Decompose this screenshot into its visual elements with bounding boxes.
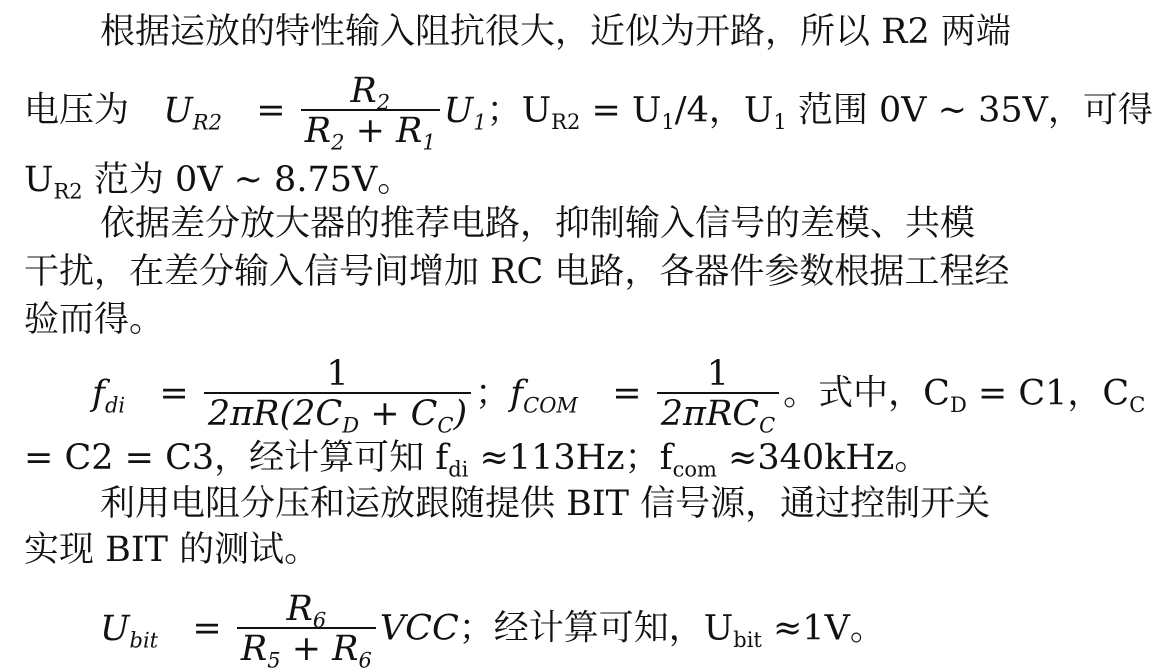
paragraph-2-line-3 bbox=[24, 300, 164, 340]
paragraph-3-line-3 bbox=[24, 530, 319, 570]
denominator bbox=[237, 627, 376, 672]
subscript: C bbox=[437, 413, 454, 438]
numerator: 1 bbox=[706, 354, 730, 394]
numerator bbox=[237, 589, 376, 633]
symbol: R bbox=[240, 629, 268, 669]
text: = C1，C bbox=[966, 373, 1130, 414]
text: ；经计算可知，U bbox=[458, 608, 734, 649]
equals-sign: = bbox=[612, 373, 642, 414]
equation-1-lhs bbox=[163, 90, 222, 134]
text: 根据运放的特性输入阻抗很大，近似为开路，所以 R2 两端 bbox=[100, 12, 1011, 52]
equals-sign: = bbox=[256, 90, 286, 131]
text: ≈340kHz。 bbox=[716, 438, 930, 478]
subscript: bit bbox=[129, 627, 159, 652]
equation-3-tail: VCC bbox=[379, 608, 459, 649]
equation-3-fraction bbox=[237, 589, 376, 672]
symbol: U bbox=[100, 608, 130, 649]
paragraph-2-line-2 bbox=[24, 252, 1009, 292]
equation-2-lhs-1 bbox=[92, 373, 126, 417]
text: U bbox=[24, 160, 54, 200]
symbol: U bbox=[163, 90, 193, 131]
subscript: 6 bbox=[358, 648, 372, 672]
text: = U bbox=[580, 90, 662, 131]
equation-3 bbox=[100, 589, 885, 672]
symbol: f bbox=[510, 373, 524, 414]
equation-2-fraction-1 bbox=[204, 354, 471, 438]
paragraph-2-line-1 bbox=[100, 204, 975, 244]
subscript: C bbox=[1129, 392, 1146, 417]
symbol: R bbox=[286, 589, 313, 629]
numerator bbox=[301, 71, 440, 115]
text: + C bbox=[359, 394, 438, 434]
text: 依据差分放大器的推荐电路，抑制输入信号的差模、共模 bbox=[100, 204, 976, 244]
text: /4，U bbox=[674, 90, 774, 131]
equals-sign: = bbox=[192, 608, 222, 649]
symbol: R bbox=[332, 629, 359, 669]
subscript: com bbox=[672, 457, 717, 482]
subscript: 1 bbox=[773, 109, 787, 134]
subscript: D bbox=[342, 413, 360, 438]
equation-2-lhs-2 bbox=[510, 373, 578, 417]
subscript: 1 bbox=[661, 109, 675, 134]
text: ≈1V。 bbox=[761, 608, 885, 649]
subscript: 2 bbox=[376, 90, 391, 115]
text: ；U bbox=[486, 90, 552, 131]
paragraph-3-line-1 bbox=[24, 438, 930, 482]
denominator bbox=[301, 109, 440, 155]
subscript: bit bbox=[733, 627, 762, 652]
symbol: R bbox=[304, 111, 332, 151]
subscript: 6 bbox=[312, 608, 327, 633]
plus-sign: + bbox=[344, 111, 397, 151]
text: 利用电阻分压和运放跟随提供 BIT 信号源，通过控制开关 bbox=[100, 484, 991, 524]
equation-2 bbox=[92, 354, 1146, 438]
subscript: R2 bbox=[53, 179, 83, 204]
paragraph-1-line-3 bbox=[24, 160, 413, 204]
subscript: 1 bbox=[473, 109, 487, 134]
subscript: 1 bbox=[422, 130, 436, 155]
text: 范为 0V ~ 8.75V。 bbox=[82, 160, 413, 200]
paragraph-1-line-1 bbox=[100, 12, 1011, 52]
numerator: 1 bbox=[326, 354, 349, 394]
separator: ； bbox=[475, 373, 511, 414]
symbol: f bbox=[92, 373, 105, 414]
text: 验而得。 bbox=[24, 300, 165, 340]
symbol: R bbox=[396, 111, 423, 151]
paragraph-3-line-2 bbox=[100, 484, 990, 524]
subscript: di bbox=[104, 392, 126, 417]
text: 范围 0V ~ 35V，可得 bbox=[786, 90, 1153, 131]
paragraph-1-line-2 bbox=[24, 71, 1153, 155]
subscript: 2 bbox=[331, 130, 345, 155]
text: 2πR(2C bbox=[207, 394, 343, 434]
text: ) bbox=[453, 394, 468, 434]
denominator bbox=[204, 392, 471, 438]
subscript: COM bbox=[523, 392, 578, 417]
subscript: D bbox=[949, 392, 967, 417]
subscript: R2 bbox=[551, 109, 581, 134]
subscript: 5 bbox=[267, 648, 281, 672]
equation-1-fraction bbox=[301, 71, 440, 155]
text: 干扰，在差分输入信号间增加 RC 电路，各器件参数根据工程经 bbox=[24, 252, 1010, 292]
subscript: C bbox=[759, 413, 776, 438]
text: 实现 BIT 的测试。 bbox=[24, 530, 320, 570]
symbol: U bbox=[443, 90, 474, 131]
text: 。式中，C bbox=[783, 373, 950, 414]
text: 2πRC bbox=[660, 394, 760, 434]
text: ≈113Hz；f bbox=[468, 438, 673, 478]
symbol: R bbox=[350, 71, 377, 111]
subscript: R2 bbox=[192, 109, 222, 134]
subscript: di bbox=[448, 457, 469, 482]
text: 电压为 bbox=[24, 90, 130, 131]
denominator bbox=[657, 392, 779, 438]
plus-sign: + bbox=[280, 629, 333, 669]
equation-1-tail bbox=[443, 90, 487, 134]
equals-sign: = bbox=[159, 373, 189, 414]
equation-3-lhs bbox=[100, 608, 159, 652]
text: = C2 = C3，经计算可知 f bbox=[24, 438, 449, 478]
equation-2-fraction-2 bbox=[657, 354, 779, 438]
